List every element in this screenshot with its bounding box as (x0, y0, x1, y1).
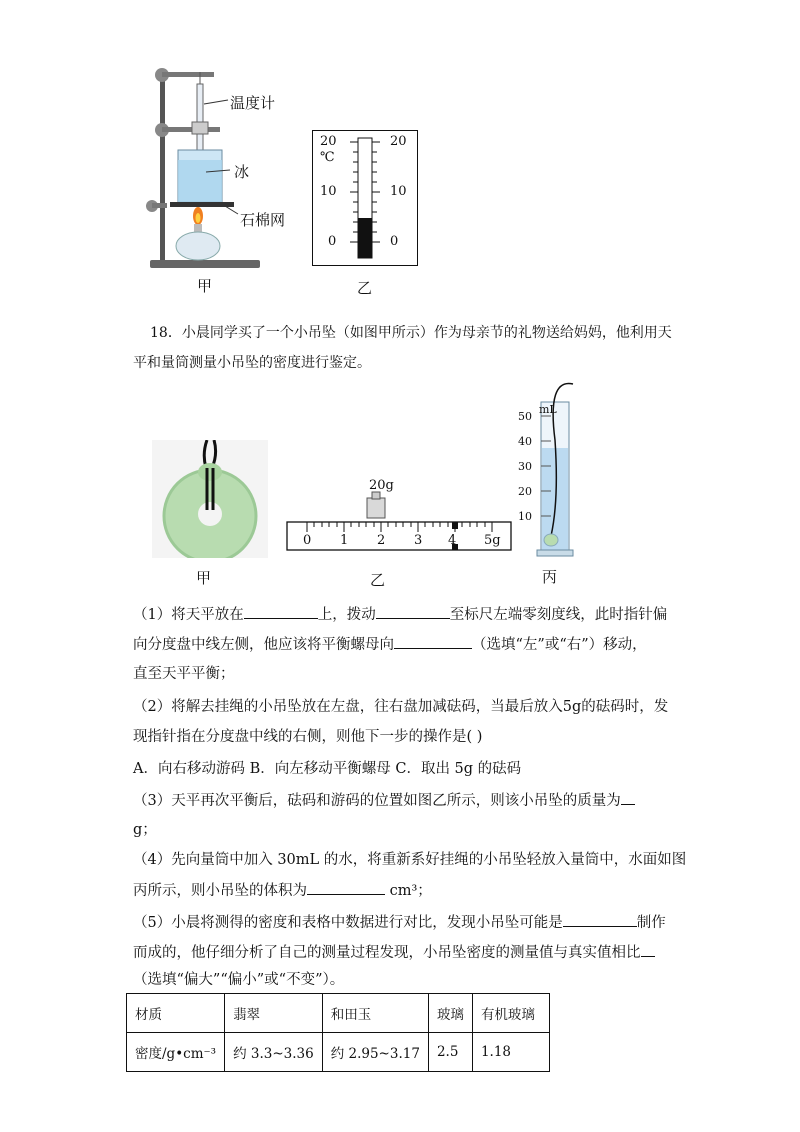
part4-line1: （4）先向量筒中加入 30mL 的水，将重新系好挂绳的小吊坠轻放入量筒中，水面如图 (133, 852, 687, 868)
scale-left-10: 10 (320, 184, 337, 199)
part1-text-c: 至标尺左端零刻度线，此时指针偏 (449, 607, 668, 623)
cylinder-40: 40 (518, 435, 532, 448)
cylinder-unit: mL (539, 403, 557, 416)
table-header-row (127, 994, 550, 1033)
ruler-4: 4 (448, 533, 457, 548)
table-cell: 2.5 (428, 1033, 472, 1072)
part1-line1 (133, 604, 673, 625)
ruler-1: 1 (340, 533, 349, 548)
caption-top-b: 乙 (357, 279, 373, 297)
question-intro-line2: 平和量筒测量小吊坠的密度进行鉴定。 (133, 355, 371, 371)
scale-left-0: 0 (328, 234, 337, 249)
cylinder-30: 30 (518, 460, 532, 473)
table-cell: 约 3.3~3.36 (225, 1033, 323, 1072)
rider-ruler (285, 488, 515, 558)
part1-text-a: （1）将天平放在 (133, 607, 244, 623)
table-cell: 约 2.95~3.17 (322, 1033, 428, 1072)
apparatus-figure (140, 60, 300, 275)
part1-text-d: 向分度盘中线左侧，他应该将平衡螺母向 (133, 637, 394, 653)
weight-label: 20g (369, 478, 394, 493)
part4-line2 (133, 880, 673, 901)
caption-mid-c: 丙 (542, 568, 558, 586)
scale-unit: ℃ (320, 150, 335, 165)
part1-line3: 直至天平平衡； (133, 666, 235, 682)
table-cell: 和田玉 (322, 994, 428, 1033)
ice-label: 冰 (234, 163, 250, 181)
table-cell: 密度/g•cm⁻³ (127, 1033, 225, 1072)
part1-line2 (133, 634, 673, 655)
part3-text: （3）天平再次平衡后，砝码和游码的位置如图乙所示，则该小吊坠的质量为 (133, 793, 621, 809)
ruler-5g: 5g (484, 533, 501, 548)
ruler-0: 0 (303, 533, 312, 548)
caption-mid-a: 甲 (196, 569, 212, 587)
part3-line2: g； (133, 822, 157, 838)
part5-line1 (133, 912, 673, 933)
caption-top-a: 甲 (197, 277, 213, 295)
answer-blank[interactable] (376, 604, 450, 619)
table-cell: 1.18 (472, 1033, 549, 1072)
gauze-label: 石棉网 (240, 211, 286, 229)
table-cell: 材质 (127, 994, 225, 1033)
cylinder-20: 20 (518, 485, 532, 498)
question-intro-line1: 18．小晨同学买了一个小吊坠（如图甲所示）作为母亲节的礼物送给妈妈，他利用天 (150, 325, 672, 341)
answer-blank[interactable] (307, 880, 385, 895)
density-table (126, 993, 550, 1072)
answer-blank[interactable] (621, 790, 635, 805)
ruler-2: 2 (377, 533, 386, 548)
part5-line3: （选填“偏大”“偏小”或“不变”）。 (133, 972, 345, 988)
part5-line2 (133, 942, 673, 963)
scale-right-20: 20 (390, 134, 407, 149)
scale-right-0: 0 (390, 234, 399, 249)
answer-blank[interactable] (244, 604, 318, 619)
part2-line2: 现指针指在分度盘中线的右侧，则他下一步的操作是( ) (133, 729, 483, 745)
caption-mid-b: 乙 (370, 571, 386, 589)
table-cell: 翡翠 (225, 994, 323, 1033)
table-cell: 有机玻璃 (472, 994, 549, 1033)
graduated-cylinder (525, 380, 595, 558)
part2-options: A．向右移动游码 B．向左移动平衡螺母 C．取出 5g 的砝码 (133, 761, 522, 777)
scale-right-10: 10 (390, 184, 407, 199)
thermometer-label: 温度计 (230, 94, 276, 112)
answer-blank[interactable] (641, 942, 655, 957)
part5-text-c: 而成的，他仔细分析了自己的测量过程发现，小吊坠密度的测量值与真实值相比 (133, 945, 641, 961)
table-row (127, 1033, 550, 1072)
scale-left-20: 20 (320, 134, 337, 149)
pendant-photo (152, 440, 268, 558)
part5-text-a: （5）小晨将测得的密度和表格中数据进行对比，发现小吊坠可能是 (133, 915, 563, 931)
cylinder-10: 10 (518, 510, 532, 523)
part2-line1: （2）将解去挂绳的小吊坠放在左盘，往右盘加减砝码，当最后放入5g的砝码时，发 (133, 699, 669, 715)
table-cell: 玻璃 (428, 994, 472, 1033)
part1-text-b: 上，拨动 (317, 607, 376, 623)
part4-text-a: 丙所示，则小吊坠的体积为 (133, 883, 307, 899)
part4-text-b: cm³； (389, 883, 432, 899)
answer-blank[interactable] (563, 912, 637, 927)
cylinder-50: 50 (518, 410, 532, 423)
ruler-3: 3 (414, 533, 423, 548)
part3-line1 (133, 790, 673, 811)
part1-text-e: （选填“左”或“右”）移动， (472, 637, 647, 653)
part5-text-b: 制作 (636, 915, 666, 931)
answer-blank[interactable] (394, 634, 472, 649)
